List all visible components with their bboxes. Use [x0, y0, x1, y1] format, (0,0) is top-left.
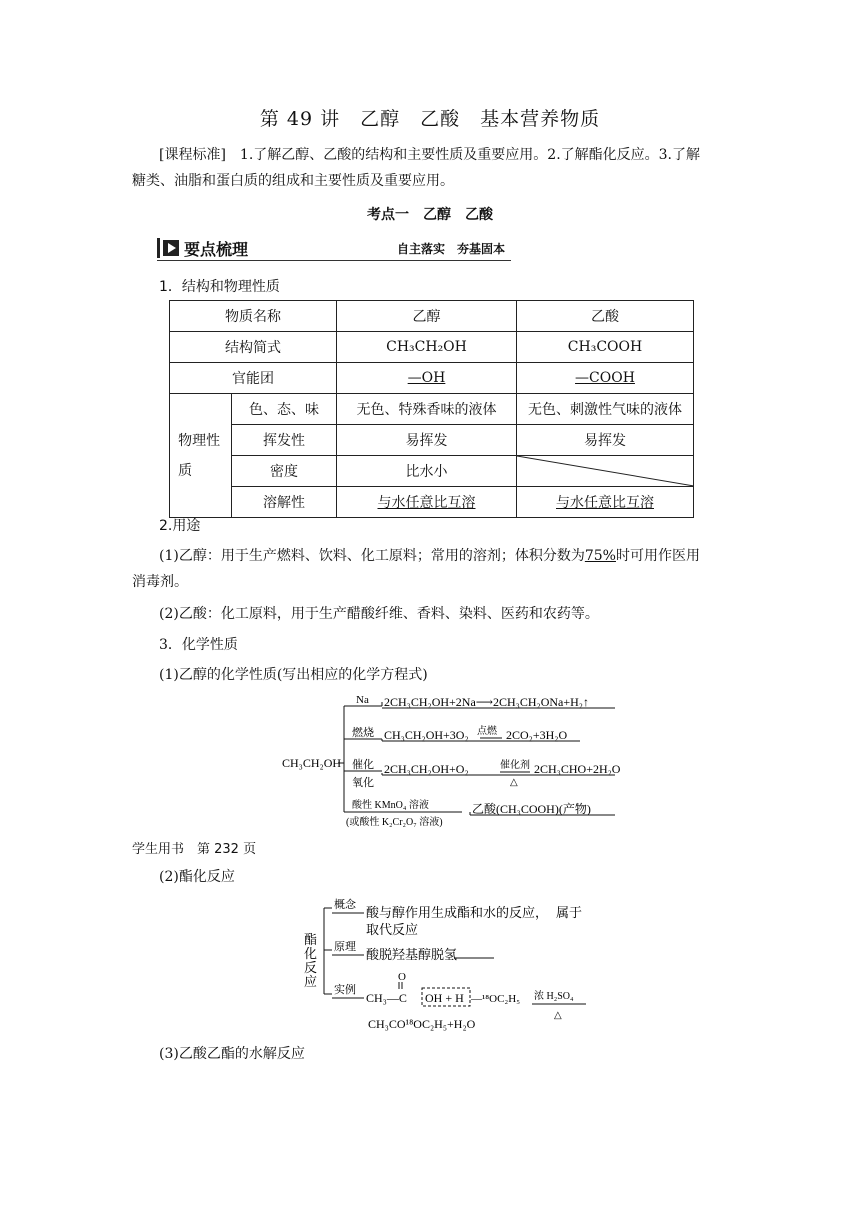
footer-ref: 学生用书 第 232 页	[132, 842, 257, 857]
branch-kmno4-prod: 乙酸(CH₃COOH)(产物)	[472, 802, 591, 816]
use-ethanol-text-b: 时可用作医用	[615, 548, 700, 564]
ethanol-group: —OH	[407, 370, 446, 386]
branch-burn-eq: CH₃CH₂OH+3O₂	[384, 728, 469, 742]
col-header-ethanol: 乙醇	[337, 301, 517, 332]
col-header-acid: 乙酸	[517, 301, 694, 332]
heading-uses: 2.用途	[159, 518, 201, 534]
table-row	[170, 363, 694, 394]
table-row	[170, 425, 694, 456]
ester-principle-label: 原理	[334, 941, 356, 953]
chem-ethanol-heading: (1)乙醇的化学性质(写出相应的化学方程式)	[159, 667, 428, 683]
ester-reaction-diagram	[298, 894, 598, 1034]
table-row	[170, 332, 694, 363]
heading-chem: 3．化学性质	[159, 637, 238, 653]
prop-solubility: 溶解性	[232, 487, 337, 518]
acid-color: 无色、刺激性气味的液体	[517, 394, 694, 425]
branch-na-eq: 2CH₃CH₂OH+2Na⟶2CH₃CH₂ONa+H₂↑	[384, 695, 589, 709]
branch-cat-eq: 2CH₃CH₂OH+O₂	[384, 762, 469, 776]
ethanol-density: 比水小	[337, 456, 517, 487]
col-header-name: 物质名称	[170, 301, 337, 332]
acid-group: —COOH	[575, 370, 635, 386]
table-row	[170, 394, 694, 425]
prop-color: 色、态、味	[232, 394, 337, 425]
ester-product: CH₃CO¹⁸OC₂H₅+H₂O	[368, 1017, 476, 1031]
branch-burn-over: 点燃	[477, 726, 497, 737]
ester-principle-text: 酸脱羟基醇脱氢	[366, 947, 458, 962]
ester-box: OH + H	[425, 991, 464, 1005]
table-row	[170, 301, 694, 332]
heading-structure: 1．结构和物理性质	[159, 279, 280, 295]
branch-cat-under: △	[510, 777, 518, 788]
ethanol-formula: CH₃CH₂OH	[337, 332, 517, 363]
branch-cat-cond1: 催化	[352, 759, 374, 771]
banner-title: 要点梳理	[184, 240, 249, 259]
property-table	[169, 300, 694, 518]
ester-carbonyl-o: O	[398, 971, 406, 983]
ester-under: △	[554, 1010, 562, 1021]
reactant-label: CH₃CH₂OH	[282, 756, 342, 770]
table-row	[170, 456, 694, 487]
chem-ester-heading: (2)酯化反应	[159, 869, 235, 885]
ester-concept-text: 酸与醇作用生成酯和水的反应， 属于	[366, 905, 583, 920]
branch-burn-cond: 燃烧	[352, 727, 374, 739]
use-ethanol-text: (1)乙醇：用于生产燃料、饮料、化工原料；常用的溶剂；体积分数为	[159, 548, 585, 564]
standard-text-1: 1.了解乙醇、乙酸的结构和主要性质及重要应用。2.了解酯化反应。3.了解	[225, 147, 701, 163]
ester-acid: CH₃—C	[366, 991, 407, 1005]
row-label-physical: 物理性质	[170, 394, 232, 518]
row-label-group: 官能团	[170, 363, 337, 394]
branch-cat-over: 催化剂	[500, 760, 530, 771]
ester-concept-label: 概念	[334, 899, 356, 911]
acid-formula: CH₃COOH	[517, 332, 694, 363]
banner-subtitle: 自主落实 夯基固本	[396, 242, 505, 256]
use-acid: (2)乙酸：化工原料，用于生产醋酸纤维、香料、染料、医药和农药等。	[159, 606, 599, 622]
use-ethanol-percent: 75%	[584, 548, 616, 564]
standard-text-2: 糖类、油脂和蛋白质的组成和主要性质及重要应用。	[132, 173, 454, 189]
page-title: 第 49 讲 乙醇 乙酸 基本营养物质	[259, 108, 601, 130]
prop-volatility: 挥发性	[232, 425, 337, 456]
branch-cat-cond2: 氧化	[352, 777, 374, 789]
ester-side-label: 酯化反应	[304, 932, 318, 989]
course-standard	[159, 142, 749, 168]
ethanol-reaction-diagram	[280, 692, 630, 832]
ester-concept-text-2: 取代反应	[366, 922, 419, 937]
branch-kmno4-cond2: (或酸性 K₂Cr₂O₇ 溶液)	[346, 817, 443, 828]
branch-na-cond: Na	[356, 694, 369, 706]
section-title: 考点一 乙醇 乙酸	[367, 207, 493, 223]
row-label-formula: 结构简式	[170, 332, 337, 363]
use-ethanol-c: 消毒剂。	[132, 574, 188, 590]
ethanol-volatility: 易挥发	[337, 425, 517, 456]
prop-density: 密度	[232, 456, 337, 487]
ethanol-color: 无色、特殊香味的液体	[337, 394, 517, 425]
branch-kmno4-cond1: 酸性 KMnO₄ 溶液	[352, 800, 429, 811]
branch-cat-prod: 2CH₃CHO+2H₂O	[534, 762, 621, 776]
use-ethanol	[159, 543, 700, 569]
acid-density-blank	[517, 456, 694, 487]
chem-hydrolysis-heading: (3)乙酸乙酯的水解反应	[159, 1046, 305, 1062]
diagonal-line	[517, 456, 694, 486]
ester-example-label: 实例	[334, 984, 356, 996]
acid-solubility: 与水任意比互溶	[556, 495, 654, 511]
standard-tag: [课程标准]	[159, 147, 226, 163]
ester-over: 浓 H₂SO₄	[534, 991, 574, 1002]
branch-burn-prod: 2CO₂+3H₂O	[506, 728, 568, 742]
banner-bar	[157, 238, 160, 258]
play-icon	[163, 240, 179, 256]
ester-alcohol: —¹⁸OC₂H₅	[471, 993, 521, 1005]
acid-volatility: 易挥发	[517, 425, 694, 456]
section-banner	[157, 236, 511, 261]
table-row	[170, 487, 694, 518]
ethanol-solubility: 与水任意比互溶	[377, 495, 476, 511]
